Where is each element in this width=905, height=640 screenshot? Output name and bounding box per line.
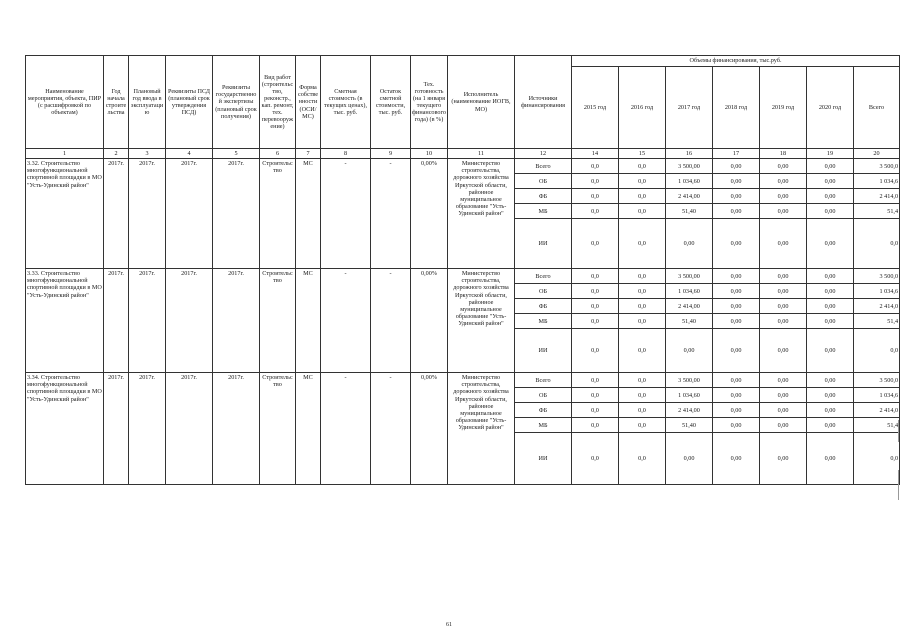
value-2015: 0,0: [572, 418, 619, 433]
commission-year: 2017г.: [129, 159, 166, 269]
tech-readiness: 0,00%: [411, 269, 448, 373]
start-year: 2017г.: [104, 373, 129, 485]
value-2015: 0,0: [572, 433, 619, 485]
value-total: 51,4: [854, 418, 900, 433]
value-total: 3 500,0: [854, 159, 900, 174]
value-2017: 1 034,60: [666, 284, 713, 299]
value-2020: 0,00: [807, 314, 854, 329]
value-2020: 0,00: [807, 269, 854, 284]
value-2020: 0,00: [807, 219, 854, 269]
commission-year: 2017г.: [129, 373, 166, 485]
header-readiness: Тех. готовность (на 1 января текущего финансового года) (в %): [411, 56, 448, 149]
estimate-cost: -: [321, 373, 371, 485]
value-2016: 0,0: [619, 373, 666, 388]
value-2020: 0,00: [807, 433, 854, 485]
funding-source: ОБ: [515, 388, 572, 403]
value-2015: 0,0: [572, 159, 619, 174]
header-year: 2016 год: [619, 67, 666, 149]
header-year: 2020 год: [807, 67, 854, 149]
value-2015: 0,0: [572, 403, 619, 418]
value-2017: 2 414,00: [666, 403, 713, 418]
funding-source: Всего: [515, 159, 572, 174]
remaining-cost: -: [371, 269, 411, 373]
start-year: 2017г.: [104, 269, 129, 373]
psd-date: 2017г.: [166, 159, 213, 269]
value-2019: 0,00: [760, 388, 807, 403]
commission-year: 2017г.: [129, 269, 166, 373]
value-2018: 0,00: [713, 299, 760, 314]
value-2019: 0,00: [760, 204, 807, 219]
value-2018: 0,00: [713, 433, 760, 485]
funding-source: ИИ: [515, 329, 572, 373]
column-number: 16: [666, 149, 713, 159]
column-number: 14: [572, 149, 619, 159]
value-2016: 0,0: [619, 269, 666, 284]
object-name: 3.32. Строительство многофункциональной спортивной площадки в МО "Усть-Удинский район": [26, 159, 104, 269]
value-2020: 0,00: [807, 204, 854, 219]
executor: Министерство строительства, дорожного хозяйства Иркутской области, районное муниципальное образование "Усть-Удинский район": [448, 373, 515, 485]
value-2016: 0,0: [619, 418, 666, 433]
value-2016: 0,0: [619, 284, 666, 299]
value-2016: 0,0: [619, 299, 666, 314]
value-2018: 0,00: [713, 219, 760, 269]
header-sources: Источники финансирования: [515, 56, 572, 149]
column-number: 8: [321, 149, 371, 159]
header-year: 2019 год: [760, 67, 807, 149]
value-2019: 0,00: [760, 159, 807, 174]
object-name: 3.34. Строительство многофункциональной спортивной площадки в МО "Усть-Удинский район": [26, 373, 104, 485]
value-total: 3 500,0: [854, 373, 900, 388]
value-2017: 3 500,00: [666, 159, 713, 174]
value-2017: 51,40: [666, 204, 713, 219]
value-2020: 0,00: [807, 189, 854, 204]
funding-source: МБ: [515, 418, 572, 433]
header-expertise: Реквизиты государственной экспертизы (плановый срок получения): [213, 56, 260, 149]
value-2018: 0,00: [713, 284, 760, 299]
funding-source: ИИ: [515, 219, 572, 269]
value-2015: 0,0: [572, 329, 619, 373]
value-2020: 0,00: [807, 403, 854, 418]
value-2016: 0,0: [619, 159, 666, 174]
ownership: МС: [296, 269, 321, 373]
column-number: 10: [411, 149, 448, 159]
header-volumes: Объемы финансирования, тыс.руб.: [572, 56, 900, 67]
value-2018: 0,00: [713, 174, 760, 189]
value-2017: 0,00: [666, 433, 713, 485]
header-remaining: Остаток сметной стоимости, тыс. руб.: [371, 56, 411, 149]
column-number: 1: [26, 149, 104, 159]
value-2019: 0,00: [760, 403, 807, 418]
value-2018: 0,00: [713, 159, 760, 174]
column-number: 2: [104, 149, 129, 159]
value-2015: 0,0: [572, 373, 619, 388]
executor: Министерство строительства, дорожного хозяйства Иркутской области, районное муниципальное образование "Усть-Удинский район": [448, 269, 515, 373]
value-2019: 0,00: [760, 269, 807, 284]
estimate-cost: -: [321, 269, 371, 373]
value-total: 2 414,0: [854, 403, 900, 418]
funding-source: Всего: [515, 269, 572, 284]
work-type: Строительство: [260, 159, 296, 269]
header-estimate: Сметная стоимость (в текущих ценах), тыс. руб.: [321, 56, 371, 149]
header-total: Всего: [854, 67, 900, 149]
scan-artifact: [898, 470, 899, 500]
value-2016: 0,0: [619, 403, 666, 418]
value-2017: 1 034,60: [666, 174, 713, 189]
value-2016: 0,0: [619, 388, 666, 403]
value-2017: 1 034,60: [666, 388, 713, 403]
column-number: 6: [260, 149, 296, 159]
header-work-type: Вид работ (строительство, реконстр., кап. ремонт, тех. перевооружение): [260, 56, 296, 149]
value-2015: 0,0: [572, 174, 619, 189]
scan-artifact: [898, 420, 899, 442]
column-number: 3: [129, 149, 166, 159]
value-2015: 0,0: [572, 299, 619, 314]
column-number: 7: [296, 149, 321, 159]
object-row-3-33: [26, 269, 900, 373]
header-year: 2015 год: [572, 67, 619, 149]
value-2020: 0,00: [807, 299, 854, 314]
header-psd: Реквизиты ПСД (плановый срок утверждения ПСД): [166, 56, 213, 149]
value-total: 51,4: [854, 314, 900, 329]
ownership: МС: [296, 373, 321, 485]
value-2019: 0,00: [760, 314, 807, 329]
value-2019: 0,00: [760, 373, 807, 388]
value-total: 1 034,6: [854, 174, 900, 189]
column-number: 15: [619, 149, 666, 159]
column-number-row: [26, 149, 900, 159]
value-total: 1 034,6: [854, 284, 900, 299]
column-number: 4: [166, 149, 213, 159]
value-2020: 0,00: [807, 284, 854, 299]
value-total: 2 414,0: [854, 189, 900, 204]
value-2018: 0,00: [713, 189, 760, 204]
column-number: 19: [807, 149, 854, 159]
value-2015: 0,0: [572, 314, 619, 329]
financing-table: [25, 55, 900, 485]
psd-date: 2017г.: [166, 373, 213, 485]
funding-source: ФБ: [515, 403, 572, 418]
value-2018: 0,00: [713, 418, 760, 433]
value-2019: 0,00: [760, 418, 807, 433]
column-number: 18: [760, 149, 807, 159]
column-number: 20: [854, 149, 900, 159]
value-2017: 3 500,00: [666, 373, 713, 388]
psd-date: 2017г.: [166, 269, 213, 373]
value-2019: 0,00: [760, 284, 807, 299]
value-2018: 0,00: [713, 269, 760, 284]
start-year: 2017г.: [104, 159, 129, 269]
value-2017: 2 414,00: [666, 299, 713, 314]
estimate-cost: -: [321, 159, 371, 269]
object-row-3-34: [26, 373, 900, 485]
value-2016: 0,0: [619, 174, 666, 189]
value-total: 3 500,0: [854, 269, 900, 284]
value-2020: 0,00: [807, 388, 854, 403]
header-commission-year: Плановый год ввода в эксплуатацию: [129, 56, 166, 149]
object-row-3-32: [26, 159, 900, 269]
value-2020: 0,00: [807, 329, 854, 373]
expertise-date: 2017г.: [213, 373, 260, 485]
value-2017: 51,40: [666, 314, 713, 329]
value-2017: 2 414,00: [666, 189, 713, 204]
ownership: МС: [296, 159, 321, 269]
remaining-cost: -: [371, 159, 411, 269]
value-2015: 0,0: [572, 189, 619, 204]
work-type: Строительство: [260, 269, 296, 373]
value-2019: 0,00: [760, 174, 807, 189]
value-2019: 0,00: [760, 189, 807, 204]
value-total: 0,0: [854, 329, 900, 373]
value-2018: 0,00: [713, 329, 760, 373]
value-2016: 0,0: [619, 219, 666, 269]
work-type: Строительство: [260, 373, 296, 485]
funding-source: ОБ: [515, 284, 572, 299]
value-2019: 0,00: [760, 299, 807, 314]
value-2015: 0,0: [572, 204, 619, 219]
value-2016: 0,0: [619, 433, 666, 485]
funding-source: МБ: [515, 314, 572, 329]
column-number: 9: [371, 149, 411, 159]
value-2018: 0,00: [713, 314, 760, 329]
funding-source: ФБ: [515, 189, 572, 204]
value-2016: 0,0: [619, 189, 666, 204]
value-total: 0,0: [854, 219, 900, 269]
page-number: 61: [446, 622, 452, 628]
value-2017: 0,00: [666, 329, 713, 373]
value-2018: 0,00: [713, 204, 760, 219]
value-2017: 51,40: [666, 418, 713, 433]
value-total: 1 034,6: [854, 388, 900, 403]
value-total: 2 414,0: [854, 299, 900, 314]
value-2020: 0,00: [807, 418, 854, 433]
tech-readiness: 0,00%: [411, 159, 448, 269]
value-total: 51,4: [854, 204, 900, 219]
header-start-year: Год начала строительства: [104, 56, 129, 149]
funding-source: ИИ: [515, 433, 572, 485]
column-number: 17: [713, 149, 760, 159]
funding-source: ФБ: [515, 299, 572, 314]
funding-source: ОБ: [515, 174, 572, 189]
remaining-cost: -: [371, 373, 411, 485]
column-number: 11: [448, 149, 515, 159]
value-2017: 3 500,00: [666, 269, 713, 284]
executor: Министерство строительства, дорожного хозяйства Иркутской области, районное муниципальное образование "Усть-Удинский район": [448, 159, 515, 269]
value-2018: 0,00: [713, 403, 760, 418]
value-2020: 0,00: [807, 373, 854, 388]
value-2015: 0,0: [572, 219, 619, 269]
header-executor: Исполнитель (наименование ИОГВ, МО): [448, 56, 515, 149]
value-2015: 0,0: [572, 388, 619, 403]
value-2020: 0,00: [807, 159, 854, 174]
value-2016: 0,0: [619, 314, 666, 329]
value-2018: 0,00: [713, 373, 760, 388]
object-name: 3.33. Строительство многофункциональной спортивной площадки в МО "Усть-Удинский район": [26, 269, 104, 373]
value-2016: 0,0: [619, 204, 666, 219]
column-number: 12: [515, 149, 572, 159]
value-2019: 0,00: [760, 219, 807, 269]
expertise-date: 2017г.: [213, 269, 260, 373]
tech-readiness: 0,00%: [411, 373, 448, 485]
value-2015: 0,0: [572, 269, 619, 284]
value-total: 0,0: [854, 433, 900, 485]
value-2016: 0,0: [619, 329, 666, 373]
value-2015: 0,0: [572, 284, 619, 299]
value-2017: 0,00: [666, 219, 713, 269]
value-2019: 0,00: [760, 329, 807, 373]
column-number: 5: [213, 149, 260, 159]
value-2020: 0,00: [807, 174, 854, 189]
funding-source: МБ: [515, 204, 572, 219]
header-name: Наименование мероприятия, объекта, ПИР (с расшифровкой по объектам): [26, 56, 104, 149]
expertise-date: 2017г.: [213, 159, 260, 269]
value-2018: 0,00: [713, 388, 760, 403]
value-2019: 0,00: [760, 433, 807, 485]
header-ownership: Форма собственности (ОСИ/МС): [296, 56, 321, 149]
header-year: 2018 год: [713, 67, 760, 149]
funding-source: Всего: [515, 373, 572, 388]
header-year: 2017 год: [666, 67, 713, 149]
